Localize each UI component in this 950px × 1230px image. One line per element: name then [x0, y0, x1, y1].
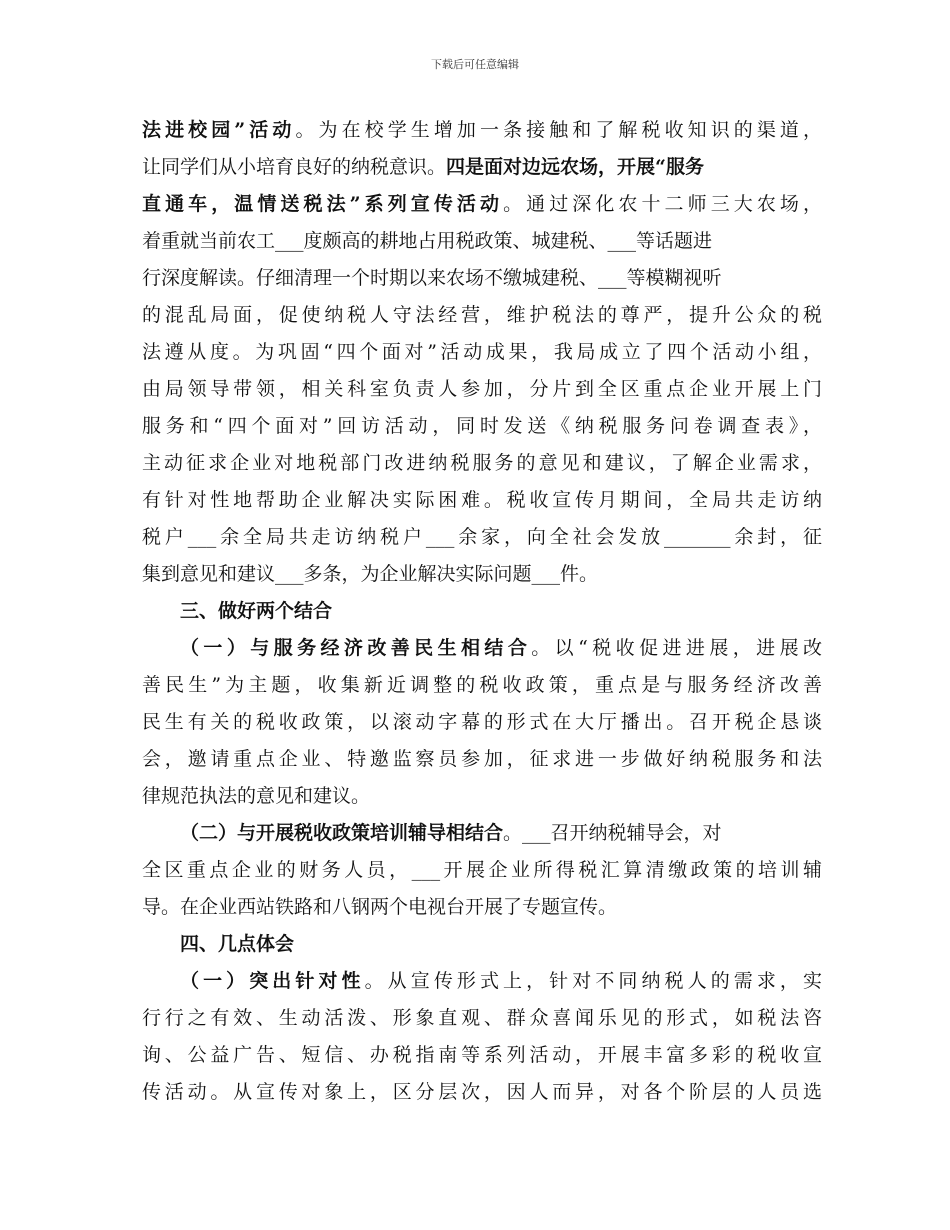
- text-line: [142, 112, 822, 149]
- text-line: [142, 223, 822, 260]
- text-segment: 行行之有效、生动活泼、形象直观、群众喜闻乐见的形式，如税法咨: [142, 1007, 822, 1029]
- text-line: [142, 186, 822, 223]
- text-segment: 由局领导带领，相关科室负责人参加，分片到全区重点企业开展上门: [142, 378, 822, 400]
- text-line: [142, 260, 822, 297]
- bold-text-segment: 法进校园”活动: [142, 119, 296, 141]
- document-body: [142, 112, 822, 1111]
- text-line: [142, 963, 822, 1000]
- text-line: [142, 482, 822, 519]
- text-line: [142, 149, 822, 186]
- page-header: 下载后可任意编辑: [431, 58, 519, 71]
- text-segment: 服务和“四个面对”回访活动，同时发送《纳税服务问卷调查表》，: [142, 415, 822, 437]
- text-segment: 的混乱局面，促使纳税人守法经营，维护税法的尊严，提升公众的税: [142, 304, 822, 326]
- text-line: [142, 1000, 822, 1037]
- text-segment: 。___召开纳税辅导会，对: [503, 822, 722, 844]
- text-segment: 民生有关的税收政策，以滚动字幕的形式在大厅播出。召开税企恳谈: [142, 711, 822, 733]
- text-segment: 法遵从度。为巩固“四个面对”活动成果，我局成立了四个活动小组，: [142, 341, 822, 363]
- text-line: [142, 371, 822, 408]
- text-line: [142, 704, 822, 741]
- text-line: [142, 889, 822, 926]
- text-segment: 。从宣传形式上，针对不同纳税人的需求，实: [364, 970, 822, 992]
- text-segment: 有针对性地帮助企业解决实际困难。税收宣传月期间，全局共走访纳: [142, 489, 822, 511]
- text-segment: 导。在企业西站铁路和八钢两个电视台开展了专题宣传。: [142, 896, 618, 918]
- text-line: [142, 445, 822, 482]
- text-line: [142, 408, 822, 445]
- text-segment: 善民生”为主题，收集新近调整的税收政策，重点是与服务经济改善: [142, 674, 822, 696]
- text-segment: 律规范执法的意见和建议。: [142, 785, 371, 807]
- bold-text-segment: （一）突出针对性: [180, 970, 365, 992]
- text-line: [142, 519, 822, 556]
- text-line: [142, 778, 822, 815]
- bold-text-segment: 四、几点体会: [180, 933, 295, 955]
- text-line: [142, 667, 822, 704]
- text-line: [142, 297, 822, 334]
- bold-text-segment: 四是面对边远农场，开展“服务: [446, 156, 704, 178]
- text-segment: 主动征求企业对地税部门改进纳税服务的意见和建议，了解企业需求，: [142, 452, 822, 474]
- text-segment: 集到意见和建议___多条，为企业解决实际问题___件。: [142, 563, 599, 585]
- text-line: [142, 556, 822, 593]
- text-segment: 。通过深化农十二师三大农场，: [503, 193, 822, 215]
- bold-text-segment: 三、做好两个结合: [180, 600, 333, 622]
- text-line: [142, 1074, 822, 1111]
- text-line: [142, 815, 822, 852]
- text-segment: 行深度解读。仔细清理一个时期以来农场不缴城建税、___等模糊视听: [142, 267, 722, 289]
- text-line: [142, 334, 822, 371]
- text-line: [142, 593, 822, 630]
- text-segment: 传活动。从宣传对象上，区分层次，因人而异，对各个阶层的人员选: [142, 1081, 822, 1103]
- text-segment: 。以“税收促进进展，进展改: [531, 637, 822, 659]
- bold-text-segment: （一）与服务经济改善民生相结合: [180, 637, 532, 659]
- text-segment: 税户___余全局共走访纳税户___余家，向全社会发放_______余封，征: [142, 526, 822, 548]
- text-line: [142, 630, 822, 667]
- text-segment: 让同学们从小培育良好的纳税意识。: [142, 156, 447, 178]
- text-segment: 全区重点企业的财务人员，___开展企业所得税汇算清缴政策的培训辅: [142, 859, 822, 881]
- text-line: [142, 1037, 822, 1074]
- text-line: [142, 741, 822, 778]
- bold-text-segment: （二）与开展税收政策培训辅导相结合: [180, 822, 504, 844]
- bold-text-segment: 直通车，温情送税法”系列宣传活动: [142, 193, 504, 215]
- text-segment: 着重就当前农工___度颇高的耕地占用税政策、城建税、___等话题进: [142, 230, 713, 252]
- text-segment: 会，邀请重点企业、特邀监察员参加，征求进一步做好纳税服务和法: [142, 748, 822, 770]
- text-line: [142, 926, 822, 963]
- text-line: [142, 852, 822, 889]
- text-segment: 。为在校学生增加一条接触和了解税收知识的渠道，: [295, 119, 822, 141]
- text-segment: 询、公益广告、短信、办税指南等系列活动，开展丰富多彩的税收宣: [142, 1044, 822, 1066]
